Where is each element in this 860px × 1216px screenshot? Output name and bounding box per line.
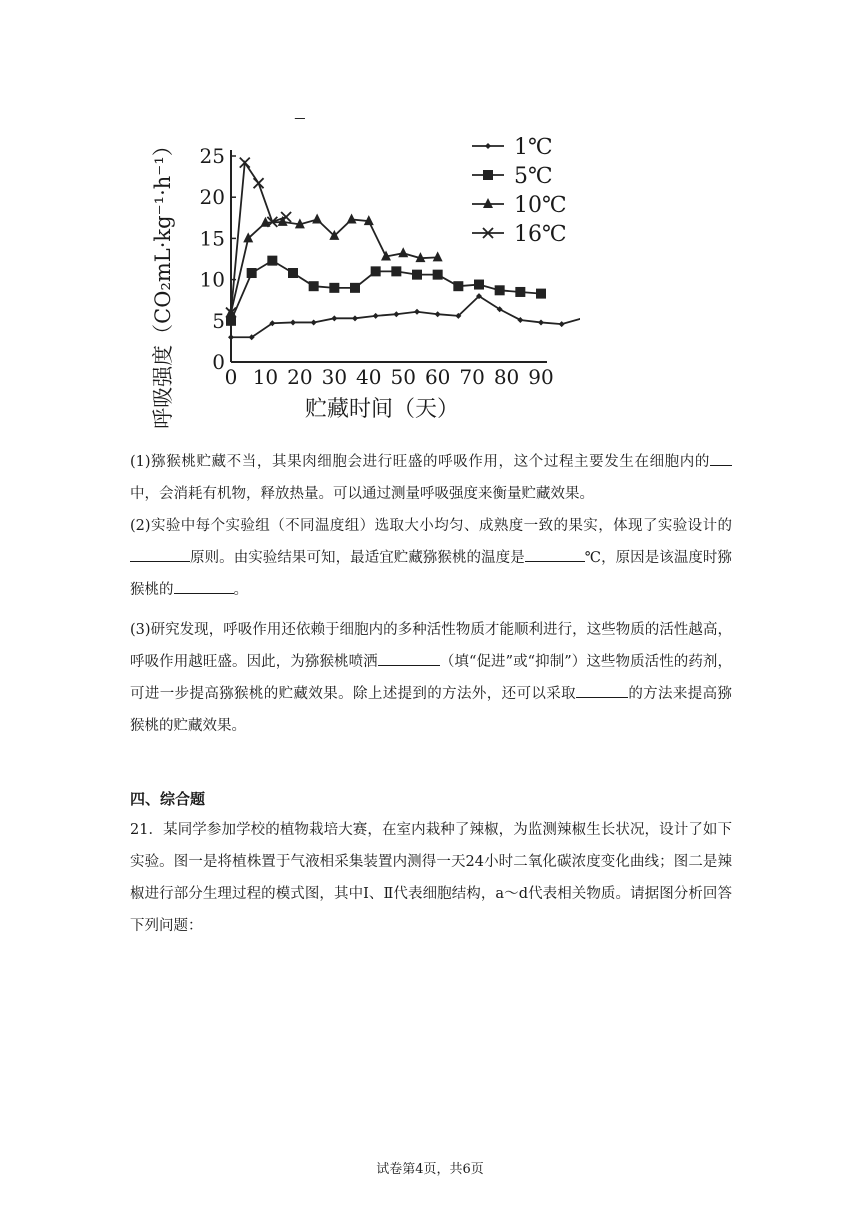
q3-text-2: （填“促进”或“抑制”）这些物质活性的药剂，可进一步提高猕猴桃的贮藏效果。除上述提到的方法外，还可以采取 [130,654,733,702]
data-point-diamond [414,309,420,315]
data-point-square [515,287,525,297]
data-point-triangle [243,232,253,242]
data-point-diamond [290,319,296,325]
y-tick-label: 5 [212,308,225,333]
x-tick-label: 50 [390,365,416,389]
answer-blank-reason[interactable] [174,575,234,594]
data-point-diamond [373,313,379,319]
x-axis-label: 贮藏时间（天） [304,397,460,422]
data-point-diamond [538,319,544,325]
data-point-square [391,266,401,276]
question-1-part-3 [130,614,732,742]
data-point-triangle [347,213,357,223]
x-tick-label: 10 [252,365,279,389]
answer-blank-temperature[interactable] [525,543,585,562]
question-1-part-2 [130,510,732,606]
data-point-triangle [483,198,493,208]
q1-text-after: 中，会消耗有机物，释放热量。可以通过测量呼吸强度来衡量贮藏效果。 [130,486,594,502]
data-point-square [483,170,493,180]
question-1-part-1 [130,446,732,510]
data-point-square [412,270,422,280]
legend-label: 5℃ [514,164,553,189]
data-point-diamond [435,311,441,317]
x-tick-label: 80 [493,365,520,389]
x-tick-label: 90 [528,365,554,389]
q3-text-1: (3)研究发现，呼吸作用还依赖于细胞内的多种活性物质才能顺利进行，这些物质的活性越高，呼吸作用越旺盛。因此，为猕猴桃喷洒 [130,622,732,670]
y-axis-label: 呼吸强度（CO₂mL·kg⁻¹·h⁻¹） [151,135,175,429]
section-title: 四、综合题 [130,790,206,808]
y-tick-label: 20 [199,185,225,210]
answer-blank-method[interactable] [576,679,628,698]
data-point-diamond [228,334,234,340]
data-point-diamond [559,321,565,327]
data-point-square [267,256,277,266]
series-line [231,163,286,313]
answer-blank-principle[interactable] [130,543,190,562]
data-point-triangle [433,251,443,261]
chart-legend [472,135,567,247]
x-tick-label: 40 [356,365,382,389]
data-point-square [309,281,319,291]
data-point-diamond [393,311,399,317]
legend-item [472,135,553,160]
data-point-square [350,283,360,293]
q2-text-1: (2)实验中每个实验组（不同温度组）选取大小均匀、成熟度一致的果实，体现了实验设计的 [130,518,732,534]
answer-blank-promote-inhibit[interactable] [378,647,440,666]
data-point-square [433,270,443,280]
question-21: 21．某同学参加学校的植物栽培大赛，在室内栽种了辣椒，为监测辣椒生长状况，设计了如下实验。图一是将植株置于气液相采集装置内测得一天24小时二氧化碳浓度变化曲线；图二是辣椒进行部分生理过程的模式图，其中Ⅰ、Ⅱ代表细胞结构，a～d代表相关物质。请据图分析回答下列问题： [130,822,732,934]
legend-label: 10℃ [514,193,567,218]
x-tick-label: 20 [287,365,313,389]
data-point-diamond [331,315,337,321]
data-point-triangle [398,247,408,257]
data-point-diamond [485,143,491,149]
respiration-chart [150,118,580,440]
series-line [231,296,580,337]
legend-item [472,222,567,247]
q2-text-3: ℃，原因是该温度时猕猴桃的 [130,550,732,598]
legend-label: 1℃ [514,135,553,160]
x-tick-label: 0 [224,365,238,389]
data-point-square [536,289,546,299]
x-tick-label: 70 [459,365,485,389]
legend-item [472,164,553,189]
answer-blank-organelle[interactable] [710,447,732,466]
data-point-square [329,283,339,293]
data-point-diamond [352,315,358,321]
series-line [231,261,541,321]
data-point-square [474,280,484,290]
data-point-square [453,281,463,291]
x-tick-label: 60 [424,365,451,389]
data-point-cross [254,178,264,188]
page-footer: 试卷第4页，共6页 [376,1162,484,1177]
x-tick-label: 30 [321,365,348,389]
q1-text-before: (1)猕猴桃贮藏不当，其果肉细胞会进行旺盛的呼吸作用，这个过程主要发生在细胞内的 [130,454,710,470]
q2-text-2: 原则。由实验结果可知，最适宜贮藏猕猴桃的温度是 [190,550,525,566]
y-tick-label: 25 [199,144,225,168]
data-point-triangle [312,213,322,223]
legend-item [472,193,567,218]
data-point-square [495,285,505,295]
data-point-diamond [579,315,580,321]
legend-label: 16℃ [514,222,567,247]
series-triangle [226,213,443,316]
q2-text-4: 。 [233,582,248,598]
data-point-diamond [311,319,317,325]
data-point-square [371,266,381,276]
y-tick-label: 0 [212,350,225,374]
y-tick-label: 15 [199,226,225,251]
series-diamond [228,293,580,340]
data-point-square [247,268,257,278]
q3-text-3: 的方法来提高猕猴桃的贮藏效果。 [130,686,733,734]
y-tick-label: 10 [199,267,225,292]
data-point-square [288,268,298,278]
